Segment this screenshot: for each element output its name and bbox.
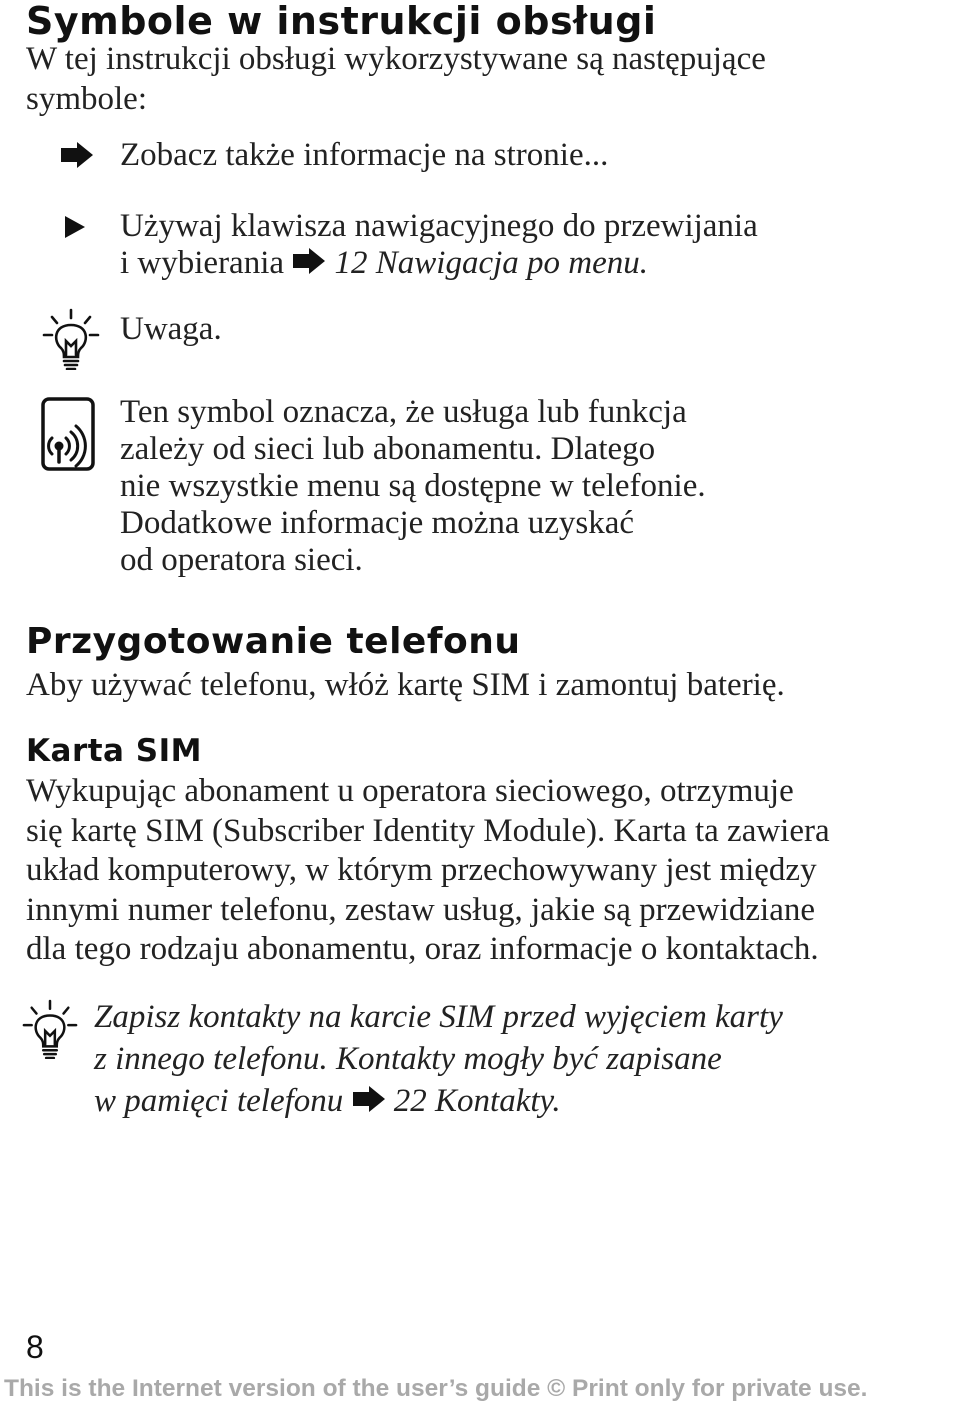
paragraph-line: Aby używać telefonu, włóż kartę SIM i zamontuj baterię. [26,667,785,703]
symbol-description [120,394,706,579]
note-line [94,1080,783,1122]
symbol-text-line: Dodatkowe informacje można uzyskać [120,505,635,541]
lightbulb-icon [42,308,100,370]
network-signal-icon [40,396,96,472]
symbol-description [120,311,222,348]
page-reference-link[interactable]: 12 Nawigacja po menu. [326,245,649,281]
page-number: 8 [26,1329,44,1365]
symbol-text-prefix: i wybierania [120,245,285,281]
page-reference-link[interactable]: 22 Kontakty. [385,1083,561,1119]
symbol-description [120,137,608,174]
symbol-text-line: Uwaga. [120,311,222,347]
symbol-text-line: Zobacz także informacje na stronie... [120,137,609,173]
arrow-right-icon [60,141,94,169]
page-title: Symbole w instrukcji obsługi [26,0,657,43]
sim-paragraph [26,772,830,970]
section-heading-sim: Karta SIM [26,733,202,769]
symbol-text-line: Używaj klawisza nawigacyjnego do przewijania [120,208,758,244]
symbol-text-line: Ten symbol oznacza, że usługa lub funkcja [120,394,687,430]
symbol-text-line: od operatora sieci. [120,542,363,578]
paragraph-line: się kartę SIM (Subscriber Identity Module). Karta ta zawiera [26,812,830,849]
paragraph-line: Wykupując abonament u operatora sieciowego, otrzymuje [26,773,794,809]
symbol-text-line [120,245,758,282]
intro-paragraph [26,40,766,119]
triangle-right-icon [64,215,86,239]
symbol-text-line: nie wszystkie menu są dostępne w telefonie. [120,468,706,504]
paragraph-line: innymi numer telefonu, zestaw usług, jakie są przewidziane [26,891,815,928]
symbol-text-line: zależy od sieci lub abonamentu. Dlatego [120,431,656,467]
section-heading-prepare: Przygotowanie telefonu [26,621,521,662]
paragraph-line: dla tego rodzaju abonamentu, oraz informacje o kontaktach. [26,931,819,967]
prepare-paragraph [26,666,785,706]
symbol-description [120,208,758,282]
note-line: z innego telefonu. Kontakty mogły być zapisane [94,1041,722,1077]
intro-line: W tej instrukcji obsługi wykorzystywane są następujące [26,41,766,77]
intro-line: symbole: [26,80,147,117]
lightbulb-icon [22,999,78,1059]
note-line: Zapisz kontakty na karcie SIM przed wyjęciem karty [94,999,783,1035]
arrow-right-icon [292,247,326,275]
note-text [94,996,783,1122]
paragraph-line: układ komputerowy, w którym przechowywany jest między [26,852,817,888]
note-line-prefix: w pamięci telefonu [94,1083,344,1119]
footer-notice: This is the Internet version of the user’s guide © Print only for private use. [4,1375,868,1402]
arrow-right-icon [352,1085,386,1113]
